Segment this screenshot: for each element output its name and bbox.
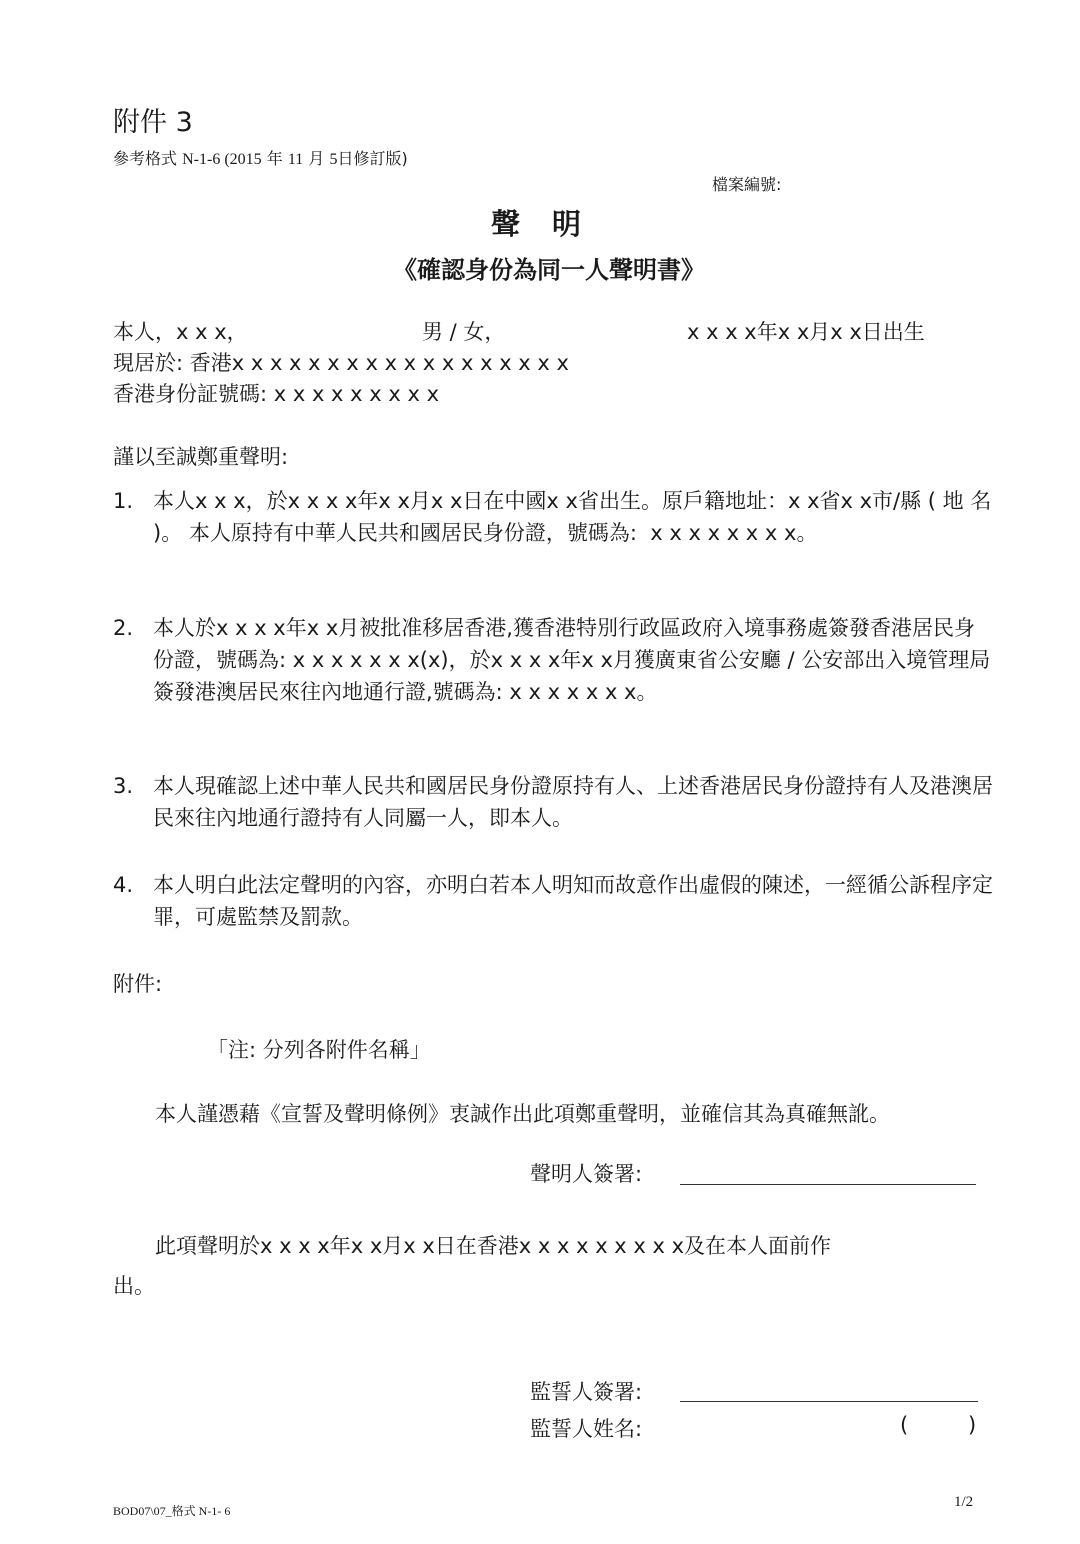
reference-prefix: 參考格式: [113, 149, 178, 168]
reference-year-char: 年: [266, 149, 283, 168]
declarant-gender: 男 / 女，: [422, 320, 506, 344]
reference-code: N-1-6 (2015: [182, 151, 262, 168]
declarant-address: 現居於: 香港x x x x x x x x x x x x x x x x x x: [113, 351, 569, 375]
commissioner-name-paren-close: ): [968, 1413, 977, 1437]
attachments-label: 附件:: [113, 972, 163, 996]
commissioner-signature-line[interactable]: [680, 1401, 978, 1402]
item-text: 本人明白此法定聲明的內容，亦明白若本人明知而故意作出虛假的陳述，一經循公訴程序定罪，可處監禁及罰款。: [153, 873, 993, 929]
declarant-hkid: 香港身份証號碼: x x x x x x x x x: [113, 382, 440, 406]
declaration-item: [113, 869, 993, 933]
commissioner-name-label: 監誓人姓名:: [530, 1417, 643, 1441]
item-number: 1.: [113, 489, 134, 513]
item-number: 2.: [113, 616, 134, 640]
item-text: 本人x x x，於x x x x年x x月x x日在中國x x省出生。原戶籍地址：x x省x x市/縣 ( 地 名 )。 本人原持有中華人民共和國居民身份證，號碼為: x x x x x x x x。: [153, 489, 999, 545]
file-number-label: 檔案編號:: [712, 175, 782, 194]
attachments-note: 「注: 分列各附件名稱」: [207, 1038, 431, 1062]
solemn-declaration-intro: 謹以至誠鄭重聲明:: [113, 445, 289, 469]
commissioner-signature-label: 監誓人簽署:: [530, 1380, 643, 1404]
declaration-place-line1: 此項聲明於x x x x年x x月x x日在香港x x x x x x x x x及在本人面前作: [155, 1234, 832, 1258]
declarant-signature-line[interactable]: [680, 1184, 976, 1185]
item-number: 4.: [113, 873, 134, 897]
declaration-place-line2: 出。: [113, 1274, 155, 1298]
declaration-item: [113, 485, 999, 549]
declaration-item: [113, 770, 993, 834]
declarant-name: 本人，x x x，: [113, 320, 248, 344]
reference-suffix: 日修訂版): [337, 149, 408, 168]
reference-month: 11: [287, 151, 304, 168]
footer-page-number: 1/2: [954, 1494, 974, 1510]
item-text: 本人現確認上述中華人民共和國居民身份證原持有人、上述香港居民身份證持有人及港澳居民來往內地通行證持有人同屬一人，即本人。: [153, 774, 993, 830]
document-title: 聲明: [490, 207, 613, 241]
affirmation-statement: 本人謹憑藉《宣誓及聲明條例》衷誠作出此項鄭重聲明，並確信其為真確無訛。: [155, 1102, 890, 1126]
footer-form-code: BOD07\07_格式 N-1- 6: [113, 1504, 231, 1518]
declarant-signature-label: 聲明人簽署:: [530, 1162, 643, 1186]
item-number: 3.: [113, 774, 134, 798]
commissioner-name-paren-open: (: [900, 1413, 909, 1437]
declaration-item: [113, 612, 993, 708]
document-subtitle: 《確認身份為同一人聲明書》: [393, 256, 705, 284]
reference-day: 5: [329, 151, 338, 168]
annex-label: 附件 3: [113, 107, 193, 138]
reference-month-char: 月: [308, 149, 325, 168]
reference-format: [113, 146, 408, 169]
item-text: 本人於x x x x年x x月被批准移居香港,獲香港特別行政區政府入境事務處簽發香港居民身份證，號碼為: x x x x x x x(x)，於x x x x年x x月獲廣東省公安廳 / 公安部出入境管理局簽發港澳居民來往內地通行證,號碼為: x x x x x x x。: [153, 616, 991, 704]
declarant-birth-date: x x x x年x x月x x日出生: [687, 320, 925, 344]
